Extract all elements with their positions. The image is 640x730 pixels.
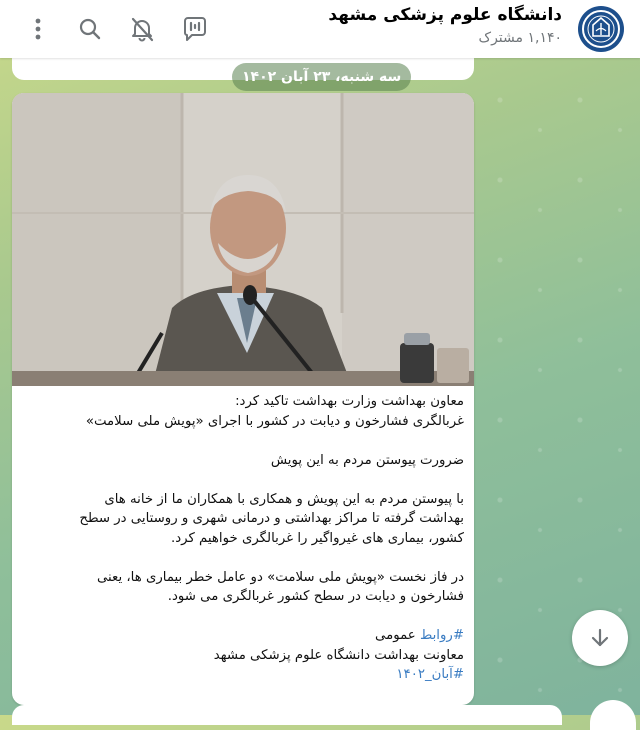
message-bubble[interactable] [12,93,474,705]
live-stream-icon[interactable] [179,13,211,45]
hashtag-suffix: عمومی [375,628,420,643]
channel-avatar[interactable] [578,6,624,52]
message-line: کشور، بیماری های غیرواگیر را غربالگری خواهیم کرد. [171,530,464,546]
university-logo-icon [581,9,621,49]
more-icon[interactable] [22,13,54,45]
mute-bell-icon[interactable] [126,13,158,45]
date-separator: سه شنبه، ۲۳ آبان ۱۴۰۲ [232,63,411,91]
message-line: با پیوستن مردم به این پویش و همکاری با همکاران ما از خانه های [104,491,464,507]
photo-illustration [12,93,474,386]
message-line: معاون بهداشت وزارت بهداشت تاکید کرد: [235,394,464,409]
message-line: غربالگری فشارخون و دیابت در کشور با اجرای «پویش ملی سلامت» [85,413,464,429]
subscriber-count: ۱,۱۴۰ مشترک [478,30,562,46]
hashtag-line [22,626,464,646]
message-line: در فاز نخست «پویش ملی سلامت» دو عامل خطر بیماری ها، یعنی [96,569,464,585]
message-photo[interactable] [12,93,474,386]
search-icon[interactable] [74,13,106,45]
arrow-down-icon [589,627,611,649]
scroll-down-button[interactable] [572,610,628,666]
message-line: ضرورت پیوستن مردم به این پویش [270,452,464,468]
chat-header [0,0,640,58]
channel-title[interactable]: دانشگاه علوم پزشکی مشهد [328,5,562,25]
message-line: بهداشت گرفته تا مراکز بهداشتی و درمانی شهری و روستایی در سطح [79,511,464,526]
message-text [12,386,474,685]
composer-bar[interactable] [12,705,562,725]
hashtag-link[interactable]: #آبان_۱۴۰۲ [396,667,464,682]
message-line: فشارخون و دیابت در سطح کشور غربالگری می شود. [167,589,464,604]
signature-line: معاونت بهداشت دانشگاه علوم پزشکی مشهد [213,647,464,663]
hashtag-link[interactable]: #روابط [419,628,464,643]
